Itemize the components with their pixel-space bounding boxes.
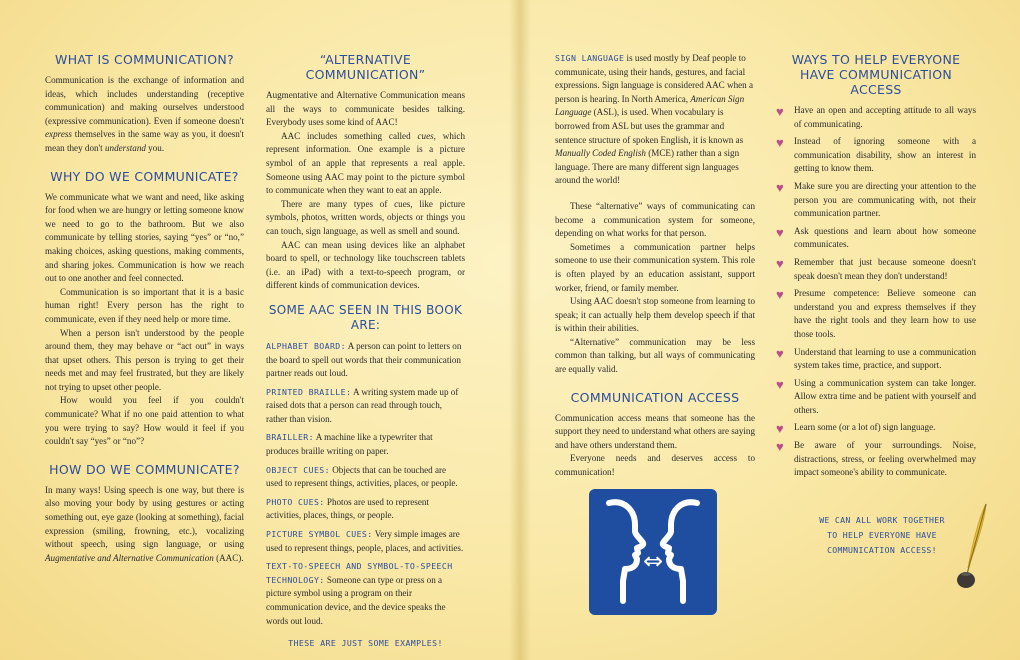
alt-paragraph-3: There are many types of cues, like picture symbols, photos, written words, objects or things you can touch, sign language, as well as smell and sound. (266, 198, 465, 236)
heart-icon: ♥ (776, 421, 784, 437)
tip-item: ♥ Using a communication system can take longer. Allow extra time and be patient with yourself and others. (776, 376, 976, 415)
what-paragraph: Communication is the exchange of information and ideas, which includes understanding (receptive communication) and making ourselves understood (expressive communication). Even if someone doesn't express themselves in the same way as you, it doesn't mean they don't understand you. (45, 75, 244, 153)
heading-alternative-communication: “ALTERNATIVE COMMUNICATION” (305, 52, 426, 82)
column-3 (555, 52, 755, 480)
heading-ways-to-help: WAYS TO HELP EVERYONE HAVE COMMUNICATION ACCESS (791, 52, 961, 97)
why-paragraph-4: How would you feel if you couldn't communicate? What if no one paid attention to what you were trying to say? How would it feel if you couldn't say “yes” or “no”? (45, 395, 244, 447)
heading-communication-access: COMMUNICATION ACCESS (570, 389, 740, 405)
alt-paragraph-4: AAC can mean using devices like an alphabet board to spell, or technology like touchscreen tablets (i.e. an iPad) with a text-to-speech program, or different kinds of communication devices. (266, 239, 465, 291)
alt-ways-paragraph-4: “Alternative” communication may be less common than talking, but all ways of communicating are equally valid. (555, 336, 755, 375)
alt-paragraph-2: AAC includes something called cues, which represent information. One example is a picture symbol of an apple that represents a real apple. Someone using AAC may point to the picture symbol to communicate when they want to eat an apple. (266, 130, 465, 196)
tip-item: ♥ Learn some (or a lot of) sign language. (776, 421, 936, 437)
aac-item: PRINTED BRAILLE: A writing system made up of raised dots that a person can read through touch, rather than vision. (266, 386, 459, 424)
tip-item: ♥ Understand that learning to use a communication system takes time, practice, and support. (776, 345, 976, 371)
tip-item: ♥ Instead of ignoring someone with a communication disability, show an interest in getting to know them. (776, 135, 976, 174)
heading-some-aac: SOME AAC SEEN IN THIS BOOK ARE: (268, 302, 463, 332)
tip-item: ♥ Have an open and accepting attitude to all ways of communicating. (776, 104, 976, 129)
heading-what-is-communication: WHAT IS COMMUNICATION? (55, 52, 234, 67)
why-paragraph-2: Communication is so important that it is a basic human right! Every person has the right to communicate, even if they need help or more time. (45, 286, 244, 324)
heart-icon: ♥ (776, 287, 784, 303)
tip-item: ♥ Presume competence: Believe someone can understand you and express themselves if they have the right tools and they learn how to use those tools. (776, 287, 976, 339)
heading-why-communicate: WHY DO WE COMMUNICATE? (50, 168, 239, 184)
aac-item: PHOTO CUES: Photos are used to represent activities, places, things, or people. (266, 496, 429, 521)
alt-ways-paragraph-2: Sometimes a communication partner helps someone to use their communication system. This role is often played by an education assistant, support worker, friend, or family member. (555, 241, 755, 293)
access-paragraph-1: Communication access means that someone has the support they need to understand what others are saying and have others understand them. (555, 412, 756, 450)
why-paragraph-1: We communicate what we want and need, like asking for food when we are hungry or letting someone know we need to go to the bathroom. But we also communicate by telling stories, saying “yes” or “no,” making choices, asking questions, making comments, and sharing jokes. Communication is how we reach out to one another and feel connected. (45, 191, 244, 284)
aac-item: BRAILLER: A machine like a typewriter that produces braille writing on paper. (266, 432, 433, 457)
quill-ink-icon (950, 502, 990, 597)
double-arrow-icon: ⇔ (642, 547, 664, 575)
aac-item-list (266, 340, 465, 628)
heart-icon: ♥ (776, 104, 784, 119)
communication-access-icon (589, 489, 717, 615)
access-paragraph-2: Everyone needs and deserves access to communication! (555, 453, 755, 478)
aac-item: TEXT-TO-SPEECH AND SYMBOL-TO-SPEECH TECHNOLOGY: Someone can type or press on a picture symbol using a program on their communication device, and the device speaks the words out loud. (266, 561, 453, 626)
column-1 (45, 52, 244, 565)
heart-icon: ♥ (776, 255, 784, 271)
tip-item: ♥ Make sure you are directing your attention to the person you are communicating with, not their communication partner. (776, 179, 976, 219)
book-spine-gutter (509, 0, 531, 660)
column-2 (266, 52, 465, 648)
heart-icon: ♥ (776, 345, 784, 361)
why-paragraph-3: When a person isn't understood by the people around them, they may behave or “act out” in ways that upset others. This person is trying to get their needs met and may feel frustrated, but they are likely not trying to upset other people. (45, 327, 244, 392)
two-faces-icon (589, 489, 717, 615)
tips-list (776, 104, 976, 480)
tip-item: ♥ Ask questions and learn about how someone communicates. (776, 224, 976, 250)
closing-message: WE CAN ALL WORK TOGETHER TO HELP EVERYONE HAVE COMMUNICATION ACCESS! (819, 515, 945, 555)
how-paragraph: In many ways! Using speech is one way, but there is also moving your body by using gestures or acting something out, eye gaze (looking at something), facial expression (smiling, frowning, etc.), vocalizing without speech, using sign language, or using Augmentative and Alternative Communication (AAC). (45, 484, 244, 563)
heart-icon: ♥ (776, 179, 784, 195)
aac-item: PICTURE SYMBOL CUES: Very simple images are used to represent things, people, places, and activities. (266, 529, 464, 553)
tip-item: ♥ Be aware of your surroundings. Noise, distractions, stress, or feeling overwhelmed may impact someone's ability to communicate. (776, 439, 976, 478)
sign-language-paragraph: SIGN LANGUAGE is used mostly by Deaf people to communicate, using their hands, gestures, and facial expressions. Sign language is considered AAC when a person is hearing. In North America, American Sign Language (ASL), is used. When vocabulary is borrowed from ASL but uses the grammar and sentence structure of spoken English, it is known as Manually Coded English (MCE) rather than a sign language. There are many different sign languages around the world! (555, 53, 754, 186)
heading-how-communicate: HOW DO WE COMMUNICATE? (49, 461, 240, 477)
tip-item: ♥ Remember that just because someone doesn't speak doesn't mean they don't understand! (776, 255, 976, 281)
alt-ways-paragraph-3: Using AAC doesn't stop someone from learning to speak; it can actually help them develop speech if that is within their abilities. (555, 296, 755, 334)
column-4 (776, 52, 976, 484)
heart-icon: ♥ (776, 135, 784, 151)
heart-icon: ♥ (776, 224, 784, 240)
examples-note: THESE ARE JUST SOME EXAMPLES! (288, 638, 443, 649)
alt-paragraph-1: Augmentative and Alternative Communication means all the ways to communicate besides talking. Everybody uses some kind of AAC! (266, 90, 465, 128)
aac-item: OBJECT CUES: Objects that can be touched are used to represent things, activities, places, or people. (266, 464, 458, 489)
heart-icon: ♥ (776, 376, 784, 392)
alt-ways-paragraph-1: These “alternative” ways of communicating can become a communication system for someone, depending on what works for that person. (555, 200, 755, 239)
aac-item: ALPHABET BOARD: A person can point to letters on the board to spell out words that their communication partner reads out loud. (266, 340, 462, 379)
heart-icon: ♥ (776, 439, 784, 455)
